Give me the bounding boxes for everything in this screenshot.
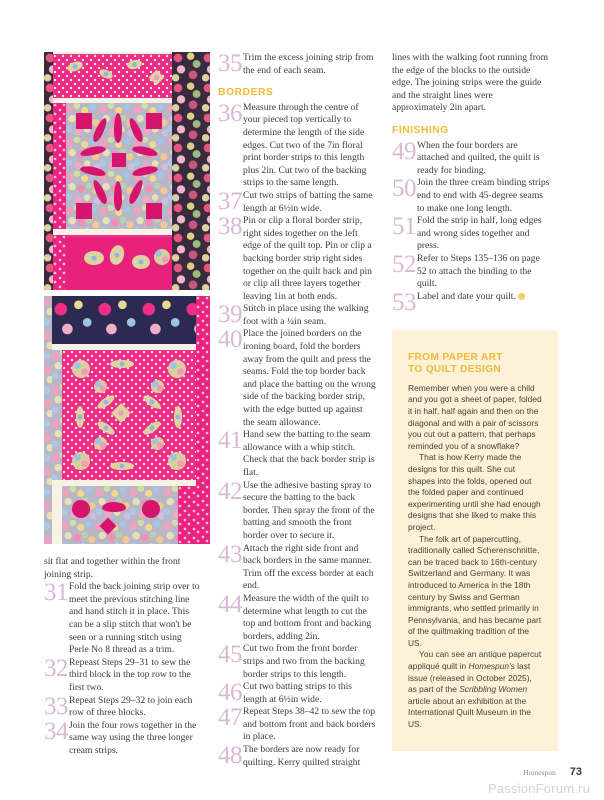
page-footer	[523, 766, 582, 778]
page-number: 73	[569, 766, 582, 778]
appliqué-circle	[154, 249, 170, 265]
step-number: 37	[218, 187, 242, 215]
appliqué-circle	[94, 380, 107, 393]
appliqué-petal	[127, 117, 145, 144]
appliqué-circle	[168, 452, 186, 470]
step-number: 41	[218, 427, 242, 455]
step-44	[218, 590, 376, 643]
section-heading-finishing: FINISHING	[392, 123, 449, 136]
step-text: Repeat Steps 29–32 to join each row of three blocks.	[69, 694, 193, 719]
appliqué-leaf	[96, 419, 117, 437]
appliqué-leaf	[66, 60, 84, 74]
smiley-icon	[518, 293, 525, 300]
step-48	[218, 744, 376, 769]
sidebar-p4-part1: You can see an antique papercut appliqué quilt in	[408, 649, 542, 672]
sidebar-p4-part2: last issue (released in October 2025), as part of the	[408, 661, 532, 695]
quilt-detail-bottom-image	[44, 296, 210, 544]
step-text: Cut two batting strips to this length at 6½in wide.	[243, 681, 353, 705]
sidebar-title	[408, 352, 542, 377]
step-text: Refer to Steps 135–136 on page 52 to attach the binding to the quilt.	[417, 252, 540, 290]
step-number: 43	[218, 540, 242, 568]
appliqué-circle	[168, 360, 186, 378]
step-text: Use the adhesive basting spray to secure the batting to the back border. Then spray the front of the batting and smooth the front border over to secure it.	[243, 479, 375, 541]
appliqué-circle	[72, 500, 90, 518]
step-number: 49	[392, 137, 416, 165]
middle-text-column	[218, 52, 376, 769]
appliqué-circle	[72, 360, 90, 378]
appliqué-petal	[79, 144, 106, 157]
step-number: 40	[218, 326, 242, 354]
step-number: 53	[392, 288, 416, 316]
step-text: Place the joined borders on the ironing board, fold the borders away from the quilt and press the seams. Fold the top border back and place the batting on the wrong side of the backing border strip, with the edge butted up against the seam allowance.	[243, 328, 376, 428]
sidebar-from-paper-art	[392, 330, 558, 751]
appliqué-centre-square	[112, 153, 126, 167]
appliqué-shape	[108, 244, 127, 267]
step-number: 32	[44, 654, 68, 682]
step-number: 45	[218, 641, 242, 669]
quilt-band-navy-floral	[52, 296, 196, 344]
quilt-band-multicolour-floral	[62, 486, 178, 544]
quilt-band-dotted-top	[53, 54, 172, 98]
step-number: 42	[218, 477, 242, 505]
appliqué-leaf	[110, 360, 134, 368]
sidebar-paragraph-4	[408, 649, 542, 730]
step-text: Fold the back joining strip over to meet the previous stitching line and hand stitch it in place. This can be a slip stitch that won't be seen or a running stitch using Perle No 8 thread as a trim.	[69, 581, 200, 656]
step-46	[218, 681, 376, 706]
step-text: Trim the excess joining strip from the end of each seam.	[243, 52, 374, 76]
step-text: Attach the right side front and back borders in the same manner. Trim off the excess border at each end.	[243, 542, 374, 592]
appliqué-leaf	[96, 393, 117, 411]
step-number: 34	[44, 717, 68, 745]
quilt-block-circle-motif	[62, 350, 196, 480]
appliqué-petal	[114, 181, 122, 211]
appliqué-square	[146, 203, 162, 219]
appliqué-shape	[132, 255, 150, 269]
quilt-binding-strip	[52, 486, 62, 544]
appliqué-leaf	[110, 462, 134, 470]
appliqué-petal	[131, 164, 158, 177]
right-continuation-paragraph: lines with the walking foot running from the edge of the blocks to the outside edge. The joining strips were the guide and the straight lines were approximately 2in apart.	[392, 52, 549, 114]
step-49	[392, 137, 550, 178]
step-text: Cut two from the front border strips and two from the backing border strips to this length.	[243, 643, 365, 680]
step-31	[44, 581, 202, 657]
step-50	[392, 177, 550, 215]
step-41	[218, 429, 376, 479]
sidebar-paragraph-2: That is how Kerry made the designs for this quilt. She cut shapes into the folds, opened out the folded paper and continued experimenting until she had enough designs that she liked to make this project.	[408, 452, 541, 532]
appliqué-shape	[84, 251, 104, 265]
appliqué-circle	[151, 380, 164, 393]
step-number: 38	[218, 213, 242, 241]
appliqué-petal	[102, 502, 126, 512]
appliqué-circle	[151, 437, 164, 450]
photo-stack	[44, 52, 210, 544]
appliqué-petal	[91, 117, 109, 144]
step-text: Measure through the centre of your pieced top vertically to determine the length of the side edges. Cut two of the 7in floral print border strips to this length plus 2in. Cut two of the backing strips to the same length.	[243, 101, 367, 189]
step-number: 50	[392, 175, 416, 203]
step-38	[218, 215, 376, 303]
step-number: 44	[218, 590, 242, 618]
step-text: Hand sew the batting to the seam allowance with a whip stitch. Check that the back border strip is flat.	[243, 429, 375, 478]
step-47	[218, 706, 376, 744]
quilt-sashing-strip	[178, 486, 196, 544]
step-text: The borders are now ready for quilting. Kerry quilted straight	[243, 744, 361, 768]
appliqué-diamond	[100, 518, 117, 535]
quilt-artwork-top	[44, 52, 210, 290]
step-number: 31	[44, 579, 68, 607]
appliqué-square	[146, 113, 162, 129]
step-33	[44, 692, 202, 720]
appliqué-petal	[91, 179, 109, 206]
sidebar-title-line2: TO QUILT DESIGN	[408, 364, 501, 376]
quilt-sashing-strip	[53, 103, 66, 229]
sidebar-p4-italic1: Homespun's	[468, 661, 515, 672]
appliqué-circle	[142, 500, 160, 518]
step-45	[218, 643, 376, 681]
step-52	[392, 250, 550, 291]
appliqué-petal	[79, 164, 106, 177]
watermark: PassionForum.ru	[488, 781, 590, 796]
appliqué-petal	[127, 179, 145, 206]
step-text: Join the four rows together in the same way using the three longer cream strips.	[69, 719, 197, 756]
sidebar-title-line1: FROM PAPER ART	[408, 352, 503, 363]
step-number: 47	[218, 704, 242, 732]
quilt-left-edge-strip	[44, 296, 52, 544]
step-43	[218, 540, 376, 593]
appliqué-petal	[131, 144, 158, 157]
appliqué-leaf	[98, 67, 114, 80]
quilt-sashing-strip	[53, 235, 66, 290]
step-32	[44, 654, 202, 695]
appliqué-leaf	[142, 419, 163, 437]
quilt-left-edge-strip	[44, 52, 53, 290]
step-39	[218, 303, 376, 328]
step-number: 39	[218, 301, 242, 329]
quilt-right-edge-strip	[196, 296, 210, 544]
sidebar-paragraph-1: Remember when you were a child and you got a sheet of paper, folded it in half, half again and then on the diagonal and with a pair of scissors you cut out a pattern, that perhaps reminded you of a snowflake?	[408, 382, 542, 451]
step-40	[218, 328, 376, 429]
step-text: Repeast Steps 29–31 to sew the third block in the top row to the first two.	[69, 656, 191, 693]
sidebar-p4-part3: article about an exhibition at the International Quilt Museum in the US.	[408, 695, 531, 730]
step-51	[392, 215, 550, 253]
step-text: Measure the width of the quilt to determine what length to cut the top and bottom front and backing borders, adding 2in.	[243, 592, 372, 642]
quilt-block-petal-motif	[66, 103, 172, 229]
right-text-column	[392, 52, 550, 314]
appliqué-leaf	[76, 406, 84, 428]
step-36	[218, 99, 376, 190]
publication-name: Homespun	[523, 768, 556, 777]
step-number: 46	[218, 679, 242, 707]
step-text	[417, 291, 550, 304]
step-text: Cut two strips of batting the same length at 6½in wide.	[243, 189, 373, 214]
sidebar-paragraph-3: The folk art of papercutting, traditionally called Scherenschnitte, can be traced back to 16th-century Switzerland and Germany. It was introduced to America in the 18th century by Swiss and German immigrants, who settled primarily in Pennsylvania, and has became part of the quiltmaking tradition of the US.	[408, 533, 542, 648]
quilt-band-solid-pink	[66, 235, 172, 290]
quilt-artwork-bottom	[44, 296, 210, 544]
step-number: 51	[392, 213, 416, 241]
step-number: 36	[218, 99, 242, 127]
step-number: 33	[44, 692, 68, 720]
step-number: 35	[218, 50, 242, 77]
appliqué-square	[76, 203, 92, 219]
quilt-detail-top-image	[44, 52, 210, 290]
step-42	[218, 477, 376, 543]
appliqué-diamond	[149, 70, 165, 86]
appliqué-leaf	[126, 59, 143, 71]
quilt-sashing-strip	[52, 350, 62, 480]
left-text-column	[44, 556, 202, 758]
step-53	[392, 288, 550, 316]
quilt-right-floral-border	[172, 52, 210, 290]
step-text-inner: Label and date your quilt.	[417, 290, 516, 302]
step-text: Join the three cream binding strips end to end with 45-degree seams to make one long length.	[417, 177, 550, 214]
appliqué-square	[76, 113, 92, 129]
step-number: 52	[392, 250, 416, 278]
step-34	[44, 717, 202, 758]
step-text: When the four borders are attached and quilted, the quilt is ready for binding.	[417, 139, 540, 176]
appliqué-petal	[114, 113, 122, 143]
appliqué-circle	[94, 437, 107, 450]
appliqué-leaf	[142, 393, 163, 411]
step-text: Stitch in place using the walking foot with a ¼in seam.	[243, 303, 369, 327]
step-text: Pin or clip a floral border strip, right sides together on the left edge of the quilt top. Pin or clip a backing border strip right sides together on the quilt back and pin or clip all three layers together leaving 1in at both ends.	[243, 215, 372, 302]
appliqué-centre-diamond	[111, 403, 131, 423]
sidebar-p4-italic2: Scribbling Women	[459, 684, 528, 695]
left-continuation-paragraph: sit flat and together within the front joining strip.	[44, 556, 181, 580]
step-text: Fold the strip in half, long edges and wrong sides together and press.	[417, 215, 542, 252]
step-35	[218, 52, 376, 77]
step-text: Repeat Steps 38–42 to sew the top and bottom front and back borders in place.	[243, 706, 376, 743]
section-heading-borders: BORDERS	[218, 86, 274, 99]
appliqué-leaf	[174, 406, 182, 428]
step-37	[218, 187, 376, 215]
step-number: 48	[218, 742, 242, 770]
appliqué-circle	[72, 452, 90, 470]
